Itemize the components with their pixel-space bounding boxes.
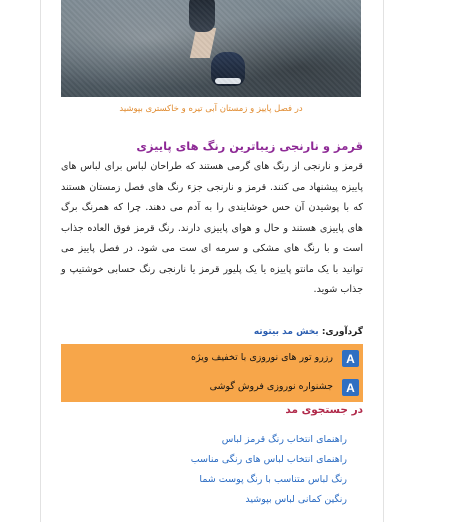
ad-item-tour[interactable] — [61, 344, 363, 373]
related-link[interactable]: رنگ لباس متناسب با رنگ پوست شما — [199, 474, 347, 485]
credit-source-link[interactable]: بخش مد بیتوته — [253, 327, 319, 337]
article-body: قرمز و نارنجی از رنگ های گرمی هستند که طراحان لباس برای لباس های پاییزه پیشنهاد می کنند. قرمز و نارنجی جزء رنگ های فصل زمستان هستند که با پوشیدن آن حس خوشایندی را به آدم می دهند. چرا که همرنگ برگ های پاییزی هستند و حال و هوای پاییزی دارند. رنگ قرمز فوق العاده جذاب است و با رنگ های مشکی و سرمه ای ست می شود. در فصل پاییز می توانید با یک مانتو پاییزه یا یک پلیور قرمز یا نارنجی رنگ حسابی خوشتیپ و جذاب شوید. — [61, 161, 363, 295]
ad-item-label[interactable]: جشنواره نوروزی فروش گوشی — [209, 381, 333, 392]
photo-shoe-top — [189, 0, 215, 32]
article-heading: قرمز و نارنجی زیباترین رنگ های پاییزی — [136, 139, 363, 153]
related-link[interactable]: رنگین کمانی لباس بپوشید — [245, 494, 347, 505]
ad-item-phone-sale[interactable] — [61, 373, 363, 402]
credit-prefix: گردآوری: — [321, 327, 363, 337]
related-search-heading: در جستجوی مد — [285, 404, 363, 416]
photo-leg — [190, 28, 216, 58]
adchoices-icon: A — [342, 350, 359, 367]
page-column — [40, 0, 384, 522]
article-photo — [61, 0, 361, 97]
related-links-list — [61, 430, 363, 510]
article-credit — [61, 327, 363, 337]
photo-shoe-bottom — [211, 52, 245, 86]
ad-item-label[interactable]: رزرو تور های نوروزی با تخفیف ویژه — [191, 352, 333, 363]
adchoices-icon: A — [342, 379, 359, 396]
photo-caption: در فصل پاییز و زمستان آبی تیره و خاکستری بپوشید — [119, 104, 303, 114]
related-link[interactable]: راهنمای انتخاب رنگ قرمز لباس — [221, 434, 347, 445]
related-link[interactable]: راهنمای انتخاب لباس های رنگی مناسب — [190, 454, 347, 465]
sponsored-links-box — [61, 344, 363, 402]
